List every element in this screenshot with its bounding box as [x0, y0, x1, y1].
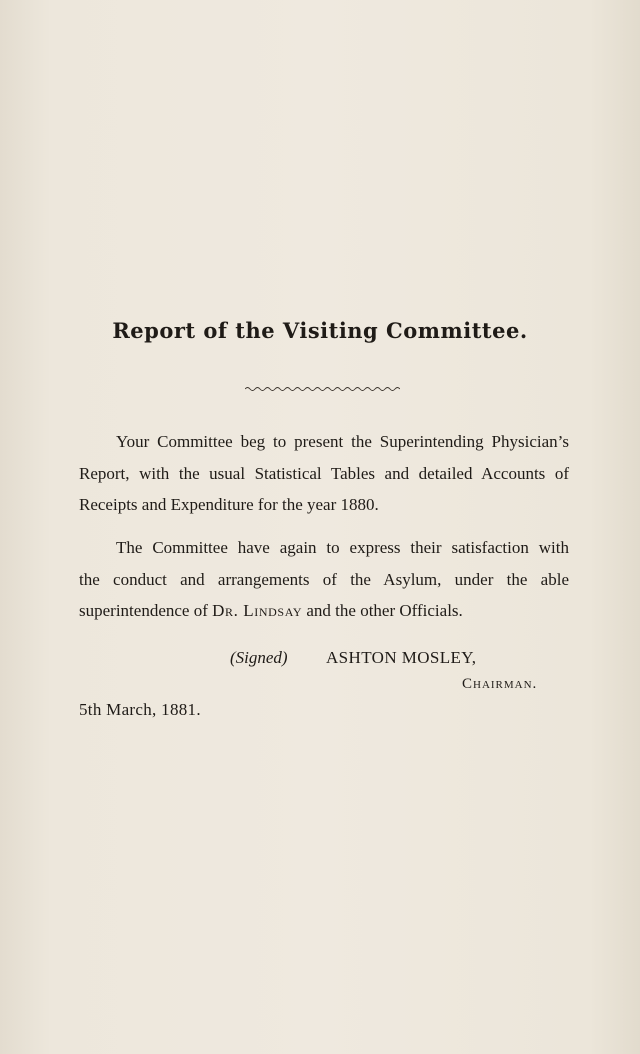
signed-label: (Signed): [230, 648, 288, 667]
paragraph-line: Receipts and Expenditure for the year 1880.: [79, 495, 379, 514]
signer-name: ASHTON MOSLEY,: [326, 648, 477, 667]
line-prefix: superintendence of: [79, 601, 213, 620]
paragraph-line: Your Committee beg to present the Superintending Physician’s: [116, 432, 569, 451]
signer-role: Chairman.: [462, 676, 538, 692]
paragraph-line: Report, with the usual Statistical Tables and detailed Accounts of: [79, 463, 569, 483]
paragraph-line: the conduct and arrangements of the Asylum, under the able: [79, 569, 569, 589]
paragraph-satisfaction: [79, 532, 569, 627]
document-title: Report of the Visiting Committee.: [112, 318, 528, 343]
ornamental-rule-icon: [245, 384, 400, 394]
paragraph-line: The Committee have again to express their satisfaction with: [116, 538, 569, 557]
paragraph-line: [79, 595, 569, 627]
doctor-name: Dr. Lindsay: [212, 601, 303, 620]
line-suffix: and the other Officials.: [302, 601, 463, 620]
paragraph-intro: [79, 426, 569, 521]
document-date: 5th March, 1881.: [79, 700, 201, 719]
